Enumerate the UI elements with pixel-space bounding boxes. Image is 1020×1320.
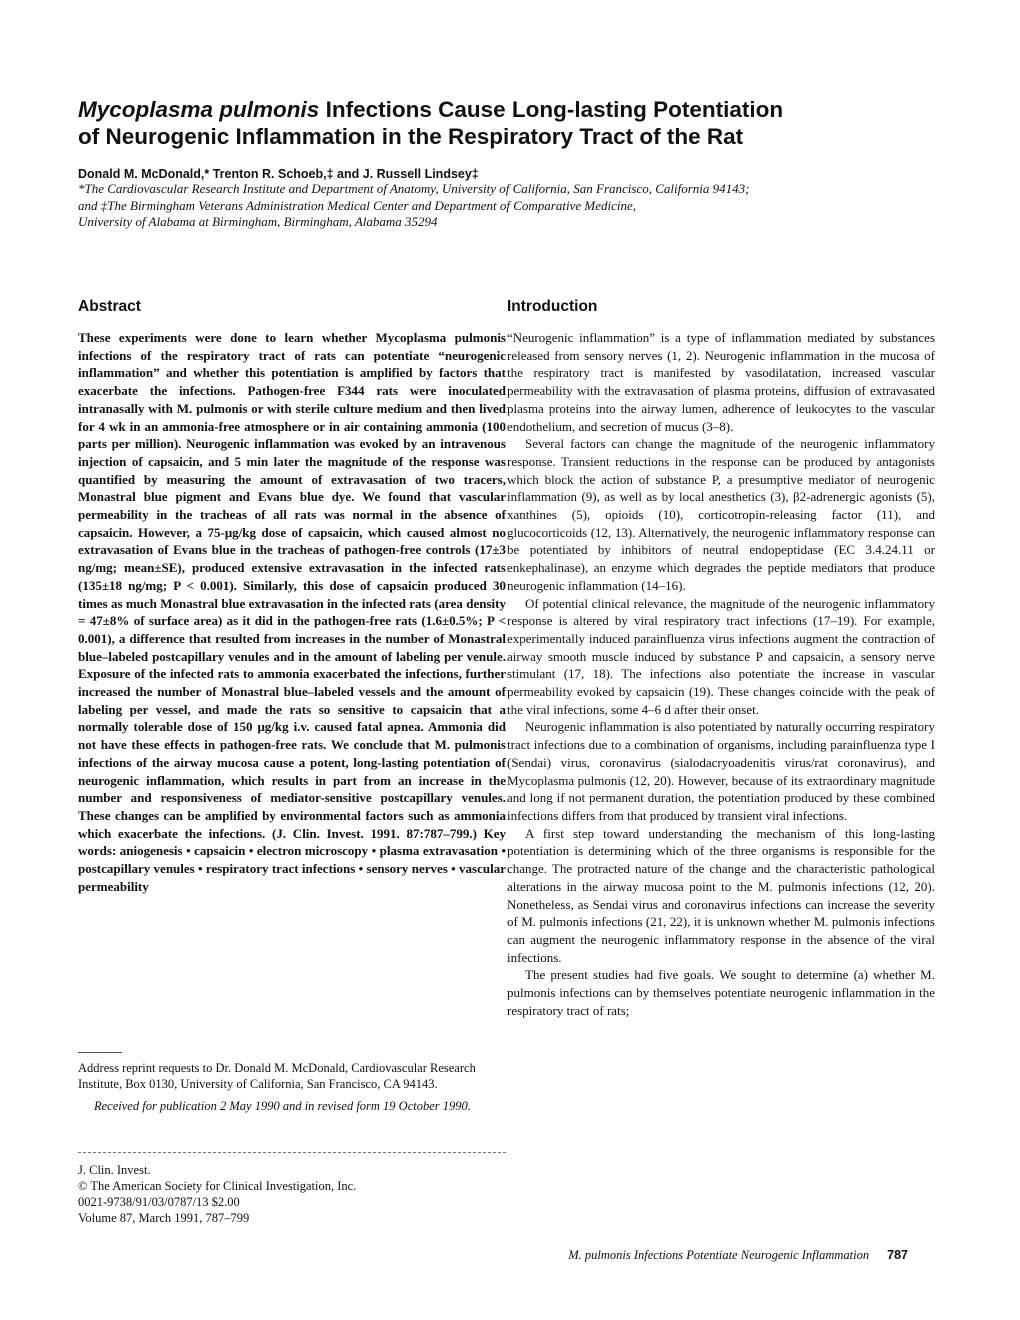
running-footer (500, 1247, 908, 1263)
title-organism: Mycoplasma pulmonis (78, 97, 320, 122)
journal-info-divider (78, 1152, 506, 1153)
intro-paragraph-4: Neurogenic inflammation is also potentiated by naturally occurring respiratory tract infections due to a combination of organisms, including parainfluenza type I (Sendai) virus, coronavirus (sialodacryoadenitis virus/rat coronavirus), and Mycoplasma pulmonis (12, 20). However, because of its extraordinary magnitude and long if not permanent duration, the potentiation produced by these combined infections differs from that produced by transient viral infections. (507, 719, 935, 823)
intro-paragraph-6: The present studies had five goals. We sought to determine (a) whether M. pulmonis infections can by themselves potentiate neurogenic inflammation in the respiratory tract of rats; (507, 967, 935, 1018)
affiliations (78, 181, 958, 231)
introduction-body (507, 329, 935, 1019)
affiliation-3: University of Alabama at Birmingham, Birmingham, Alabama 35294 (78, 214, 438, 229)
running-title: M. pulmonis Infections Potentiate Neurogenic Inflammation (568, 1248, 870, 1262)
abstract-heading: Abstract (78, 298, 141, 315)
intro-paragraph-3: Of potential clinical relevance, the magnitude of the neurogenic inflammatory response is altered by viral respiratory tract infections (17–19). For example, experimentally induced parainfluenza virus infections augment the contraction of airway smooth muscle induced by substance P and capsaicin, a sensory nerve stimulant (17, 18). The infections also potentiate the increase in vascular permeability evoked by capsaicin (19). These changes coincide with the peak of the viral infections, some 4–6 d after their onset. (507, 595, 935, 717)
volume-line: Volume 87, March 1991, 787–799 (78, 1211, 250, 1225)
copyright-line: © The American Society for Clinical Investigation, Inc. (78, 1179, 357, 1193)
received-note: Received for publication 2 May 1990 and in revised form 19 October 1990. (94, 1099, 471, 1113)
reprint-note: Address reprint requests to Dr. Donald M. McDonald, Cardiovascular Research Institute, Box 0130, University of California, San Francisco, CA 94143. (78, 1061, 476, 1091)
footnote-divider (78, 1052, 122, 1053)
intro-paragraph-1: “Neurogenic inflammation” is a type of inflammation mediated by substances released from sensory nerves (1, 2). Neurogenic inflammation in the mucosa of the respiratory tract is manifested by vasodilatation, increased vascular permeability with the extravasation of plasma proteins, diffusion of extravasated plasma proteins into the airway lumen, adherence of leukocytes to the vascular endothelium, and secretion of mucus (3–8). (507, 330, 935, 434)
abstract-body: These experiments were done to learn whether Mycoplasma pulmonis infections of the respiratory tract of rats can potentiate “neurogenic inflammation” and whether this potentiation is amplified by factors that exacerbate the infections. Pathogen-free F344 rats were inoculated intranasally with M. pulmonis or with sterile culture medium and then lived for 4 wk in an ammonia-free atmosphere or in air containing ammonia (100 parts per million). Neurogenic inflammation was evoked by an intravenous injection of capsaicin, and 5 min later the magnitude of the response was quantified by measuring the amount of extravasation of two tracers, Monastral blue pigment and Evans blue dye. We found that vascular permeability in the tracheas of all rats was normal in the absence of capsaicin. However, a 75-μg/kg dose of capsaicin, which caused almost no extravasation of Evans blue in the tracheas of pathogen-free controls (17±3 ng/mg; mean±SE), produced extensive extravasation in the infected rats (135±18 ng/mg; P < 0.001). Similarly, this dose of capsaicin produced 30 times as much Monastral blue extravasation in the infected rats (area density = 47±8% of surface area) as it did in the pathogen-free rats (1.6±0.5%; P < 0.001), a difference that resulted from increases in the number of Monastral blue–labeled postcapillary venules and in the amount of labeling per venule. Exposure of the infected rats to ammonia exacerbated the infections, further increased the number of Monastral blue–labeled vessels and the amount of labeling per vessel, and made the rats so sensitive to capsaicin that a normally tolerable dose of 150 μg/kg i.v. caused fatal apnea. Ammonia did not have these effects in pathogen-free rats. We conclude that M. pulmonis infections of the airway mucosa cause a potent, long-lasting potentiation of neurogenic inflammation, which results in part from an increase in the number and responsiveness of mediator-sensitive postcapillary venules. These changes can be amplified by environmental factors such as ammonia which exacerbate the infections. (J. Clin. Invest. 1991. 87:787–799.) Key words: aniogenesis • capsaicin • electron microscopy • plasma extravasation • postcapillary venules • respiratory tract infections • sensory nerves • vascular permeability (78, 330, 506, 894)
page-number: 787 (887, 1248, 908, 1262)
title-line1: Infections Cause Long-lasting Potentiation (325, 97, 784, 122)
affiliation-2: and ‡The Birmingham Veterans Administration Medical Center and Department of Comparative Medicine, (78, 197, 636, 213)
journal-name: J. Clin. Invest. (78, 1163, 151, 1177)
title-line2: of Neurogenic Inflammation in the Respiratory Tract of the Rat (78, 124, 744, 149)
author-list: Donald M. McDonald,* Trenton R. Schoeb,‡ and J. Russell Lindsey‡ (78, 167, 479, 181)
footnote (78, 1060, 506, 1114)
intro-paragraph-5: A first step toward understanding the mechanism of this long-lasting potentiation is determining which of the three organisms is responsible for the change. The protracted nature of the change and the characteristic pathological alterations in the airway mucosa point to the M. pulmonis infections (12, 20). Nonetheless, as Sendai virus and coronavirus infections can increase the severity of M. pulmonis infections (21, 22), it is unknown whether M. pulmonis infections can augment the neurogenic inflammatory response in the absence of the viral infections. (507, 825, 935, 965)
journal-info (78, 1162, 506, 1226)
issn-line: 0021-9738/91/03/0787/13 $2.00 (78, 1195, 240, 1209)
introduction-heading: Introduction (507, 298, 598, 315)
affiliation-1: *The Cardiovascular Research Institute and Department of Anatomy, University of California, San Francisco, California 94143; (78, 181, 750, 196)
article-title (78, 96, 958, 150)
intro-paragraph-2: Several factors can change the magnitude of the neurogenic inflammatory response. Transient reductions in the response can be produced by antagonists which block the action of substance P, a presumptive mediator of neurogenic inflammation (9), as well as by local anesthetics (3), β2-adrenergic agonists (5), xanthines (5), opioids (10), corticotropin-releasing factor (11), and glucocorticoids (12, 13). Alternatively, the neurogenic inflammatory response can be potentiated by inhibitors of neutral endopeptidase (EC 3.4.24.11 or enkephalinase), an enzyme which degrades the peptide mediators that produce neurogenic inflammation (14–16). (507, 436, 935, 593)
